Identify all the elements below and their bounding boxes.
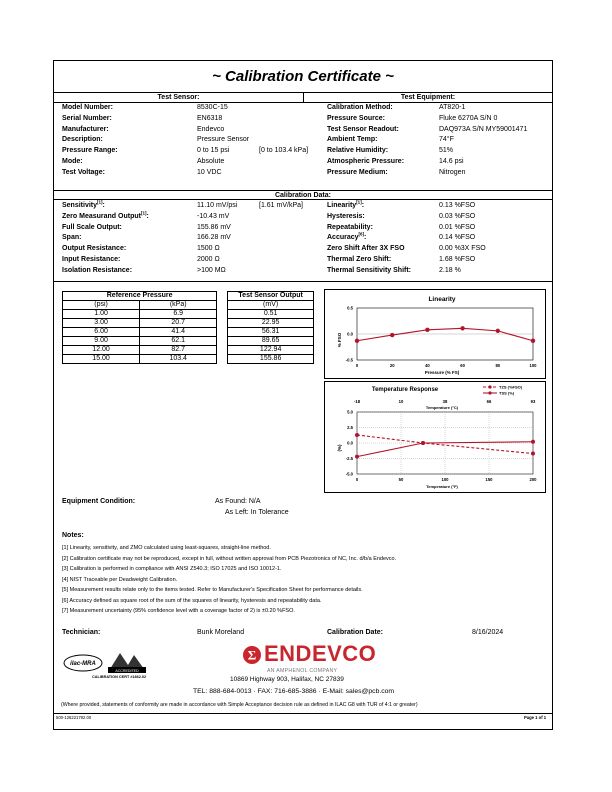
sensor-value: 10 VDC — [197, 168, 222, 176]
cal-label: Linearity[1]: — [327, 199, 365, 209]
calibration-data-heading: Calibration Data: — [54, 190, 552, 200]
equipment-value: 51% — [439, 147, 454, 155]
cal-label: Hysteresis: — [327, 212, 365, 220]
equipment-label: Ambient Temp: — [327, 136, 378, 144]
a2la-logo — [106, 651, 148, 673]
reference-table — [62, 291, 314, 364]
cal-label: Full Scale Output: — [62, 223, 122, 231]
linearity-xlabel: Pressure (% FS) — [424, 370, 460, 375]
col-mv: (mV) — [228, 301, 314, 310]
table-row: 6.00 41.4 56.31 — [63, 328, 314, 337]
y-tick-label: -0.5 — [345, 357, 353, 363]
sensor-value: Absolute — [197, 157, 225, 165]
y-tick-label: 0.5 — [347, 305, 353, 311]
cal-value: 1500 Ω — [197, 245, 220, 253]
x-tick-label: 150 — [485, 477, 493, 482]
y-tick-label: 0.0 — [347, 331, 353, 337]
temperature-chart-svg — [325, 382, 545, 492]
equipment-label: Calibration Method: — [327, 104, 393, 111]
cal-value: >100 MΩ — [197, 266, 226, 274]
note-item: [2] Calibration certificate may not be reproduced, except in full, without written approval from PCB Piezotronics of NC, Inc. d/b/a Endevco. — [62, 555, 397, 562]
sensor-label: Test Voltage: — [62, 168, 105, 176]
sensor-label: Model Number: — [62, 104, 113, 111]
note-item: [4] NIST Traceable per Deadweight Calibration. — [62, 576, 178, 583]
tzs-point — [355, 433, 359, 437]
cal-date-value: 8/16/2024 — [472, 629, 504, 636]
certificate-page — [53, 60, 553, 730]
cal-value: -10.43 mV — [197, 212, 230, 220]
cal-label: Thermal Zero Shift: — [327, 255, 392, 263]
linearity-title: Linearity — [428, 296, 456, 303]
legend-tss-label: TSS (%) — [499, 390, 515, 396]
linearity-chart — [324, 289, 546, 379]
cal-value: 0.03 %FSO — [439, 212, 476, 220]
y-tick-label: 5.0 — [347, 409, 353, 415]
col-psi: (psi) — [63, 301, 140, 310]
x2-tick-label: 93 — [530, 399, 536, 404]
y-tick-label: 2.5 — [347, 425, 353, 431]
y-tick-label: -5.0 — [345, 471, 353, 477]
equipment-label: Atmospheric Pressure: — [327, 157, 405, 165]
as-left: As Left: In Tolerance — [225, 509, 289, 516]
linearity-ylabel: % FSO — [337, 332, 342, 348]
svg-text:ACCREDITED: ACCREDITED — [115, 669, 139, 673]
ilac-logo — [62, 652, 104, 674]
cal-label: Zero Measurand Output[1]: — [62, 210, 149, 220]
technician-name: Bunk Moreland — [197, 629, 245, 636]
x-tick-label: 0 — [355, 477, 359, 482]
cal-date-label: Calibration Date: — [327, 629, 384, 636]
equipment-label: Relative Humidity: — [327, 147, 389, 155]
brand-logo: ENDEVCO — [264, 641, 377, 666]
contact-line: TEL: 888-684-0013 · FAX: 716-685-3886 · E-Mail: sales@pcb.com — [193, 688, 395, 695]
cal-label: Span: — [62, 234, 82, 242]
x2-tick-label: -18 — [353, 399, 361, 404]
cal-label: Zero Shift After 3X FSO — [327, 245, 405, 253]
equipment-label: Test Sensor Readout: — [327, 125, 399, 133]
note-item: [7] Measurement uncertainty (95% confidence level with a coverage factor of 2) is ±0.20 %FSO. — [62, 608, 295, 614]
equipment-value: 74°F — [439, 136, 454, 144]
test-equipment-labels — [327, 103, 404, 179]
address: 10869 Highway 903, Halifax, NC 27839 — [230, 676, 344, 683]
notes-list — [62, 543, 396, 617]
y-tick-label: -2.5 — [345, 456, 353, 462]
cal-value: 2.18 % — [439, 266, 461, 274]
cal-right-values — [439, 201, 486, 277]
temp-title: Temperature Response — [371, 387, 439, 393]
cal-value: 11.10 mV/psi — [197, 202, 238, 209]
linearity-point — [390, 333, 394, 337]
table-row: 12.00 82.7 122.94 — [63, 346, 314, 355]
cal-label: Accuracy[6]: — [327, 232, 367, 242]
test-sensor-labels — [62, 103, 118, 179]
table-header-row — [63, 292, 314, 301]
test-equipment-heading: Test Equipment: — [304, 93, 552, 103]
equipment-value: 14.6 psi — [439, 157, 464, 165]
table-units-row — [63, 301, 314, 310]
linearity-chart-svg — [325, 290, 545, 378]
temp-ylabel: (%) — [337, 444, 342, 452]
equipment-value: Nitrogen — [439, 168, 466, 176]
tss-point — [355, 455, 359, 459]
svg-text:Σ: Σ — [247, 647, 257, 663]
linearity-point — [460, 326, 464, 330]
y-tick-label: 0.0 — [347, 440, 353, 446]
temp-xlabel: Temperature (°F) — [426, 484, 458, 489]
cal-value: 0.14 %FSO — [439, 234, 476, 242]
tss-point — [421, 441, 425, 445]
x2-tick-label: 66 — [486, 399, 492, 404]
table-row: 9.00 62.1 89.65 — [63, 337, 314, 346]
legend-tzs-label: TZS (%FSO) — [499, 384, 523, 390]
sensor-label: Mode: — [62, 157, 83, 165]
cal-label: Input Resistance: — [62, 255, 121, 263]
equipment-value: AT820-1 — [439, 104, 466, 111]
test-equipment-values — [439, 103, 527, 179]
sensor-value: Endevco — [197, 125, 225, 133]
cal-label: Isolation Resistance: — [62, 266, 133, 274]
x-tick-label: 40 — [425, 363, 430, 368]
x-tick-label: 100 — [529, 363, 537, 368]
linearity-point — [531, 339, 535, 343]
cal-value: 2000 Ω — [197, 255, 220, 263]
divider — [54, 281, 552, 282]
x-tick-label: 20 — [389, 363, 395, 368]
cal-value: 166.28 mV — [197, 234, 231, 242]
cal-value: 0.00 %3X FSO — [439, 245, 486, 253]
notes-heading: Notes: — [62, 532, 84, 539]
cal-left-values — [197, 201, 237, 277]
sensor-value: 0 to 15 psi — [197, 147, 230, 155]
note-item: [1] Linearity, sensitivity, and ZMO calculated using least-squares, straight-line method. — [62, 545, 271, 551]
test-sensor-values — [197, 103, 249, 179]
temperature-chart — [324, 381, 546, 493]
test-sensor-heading: Test Sensor: — [54, 93, 304, 103]
footer-divider — [54, 713, 552, 714]
sensor-label: Serial Number: — [62, 114, 112, 122]
as-found: As Found: N/A — [215, 498, 261, 505]
col-kpa: (kPa) — [140, 301, 217, 310]
sensor-value: Pressure Sensor — [197, 136, 250, 144]
certificate-title: ~ Calibration Certificate ~ — [54, 61, 552, 93]
linearity-point — [355, 339, 359, 343]
linearity-point — [496, 329, 500, 333]
cert-number: CALIBRATION CERT #1862.02 — [92, 675, 147, 679]
ref-pressure-header: Reference Pressure — [63, 292, 217, 301]
equipment-label: Pressure Medium: — [327, 168, 388, 176]
table-row: 1.00 6.9 0.51 — [63, 310, 314, 319]
brand-subtitle: AN AMPHENOL COMPANY — [267, 668, 338, 674]
table-row: 3.00 20.7 22.95 — [63, 319, 314, 328]
x2-tick-label: 10 — [398, 399, 404, 404]
x-tick-label: 80 — [495, 363, 501, 368]
doc-id: 500-126221792.00 — [56, 715, 92, 720]
note-item: [6] Accuracy defined as square root of the sum of the squares of linearity, hysteresis and repeatability data. — [62, 597, 322, 604]
equipment-value: DAQ973A S/N MY59001471 — [439, 125, 528, 133]
cal-right-labels — [327, 201, 411, 277]
x-tick-label: 200 — [529, 477, 537, 482]
page-number: Page 1 of 1 — [524, 715, 547, 720]
note-item: [5] Measurement results relate only to the items tested. Refer to Manufacturer's Specification Sheet for performance details. — [62, 587, 363, 593]
table-row: 15.00 103.4 155.86 — [63, 355, 314, 364]
x-tick-label: 50 — [398, 477, 404, 482]
cal-value: 155.86 mV — [197, 223, 231, 231]
condition-label: Equipment Condition: — [62, 498, 136, 505]
endevco-emblem-icon — [242, 645, 262, 665]
sensor-value: EN6318 — [197, 114, 223, 122]
technician-label: Technician: — [62, 629, 101, 636]
sensor-output-header: Test Sensor Output — [228, 292, 314, 301]
sensor-label: Description: — [62, 136, 103, 144]
sensitivity-kpa: [1.61 mV/kPa] — [259, 202, 303, 209]
cal-label: Repeatability: — [327, 223, 373, 231]
cal-label: Sensitivity[1]: — [62, 199, 105, 209]
equipment-label: Pressure Source: — [327, 114, 385, 122]
linearity-point — [425, 328, 429, 332]
cal-label: Output Resistance: — [62, 245, 127, 253]
pressure-range-kpa: [0 to 103.4 kPa] — [259, 147, 309, 155]
cal-left-labels — [62, 201, 149, 277]
tss-point — [531, 440, 535, 444]
cal-value: 0.13 %FSO — [439, 202, 476, 209]
sensor-value: 8530C-15 — [197, 104, 228, 111]
legend-tzs-marker — [488, 385, 491, 388]
x2-tick-label: 38 — [442, 399, 448, 404]
cal-label: Thermal Sensitivity Shift: — [327, 266, 412, 274]
cal-value: 0.01 %FSO — [439, 223, 476, 231]
note-item: [3] Calibration is performed in compliance with ANSI Z540.3; ISO 17025 and ISO 10012-1. — [62, 566, 282, 572]
x-tick-label: 100 — [441, 477, 449, 482]
tzs-point — [531, 452, 535, 456]
legend-tss-marker — [488, 391, 491, 394]
temp-x2label: Temperature (°C) — [425, 405, 459, 410]
cal-value: 1.68 %FSO — [439, 255, 476, 263]
x-tick-label: 0 — [355, 363, 359, 368]
x-tick-label: 60 — [460, 363, 465, 368]
disclaimer: (Where provided, statements of conformity are made in accordance with Simple Acceptance decision rule as defined in ILAC G8 with TUR of 4:1 or greater) — [61, 702, 418, 708]
svg-text:ilac-MRA: ilac-MRA — [70, 661, 96, 667]
sensor-label: Pressure Range: — [62, 147, 118, 155]
equipment-value: Fluke 6270A S/N 0 — [439, 114, 498, 122]
sensor-label: Manufacturer: — [62, 125, 109, 133]
